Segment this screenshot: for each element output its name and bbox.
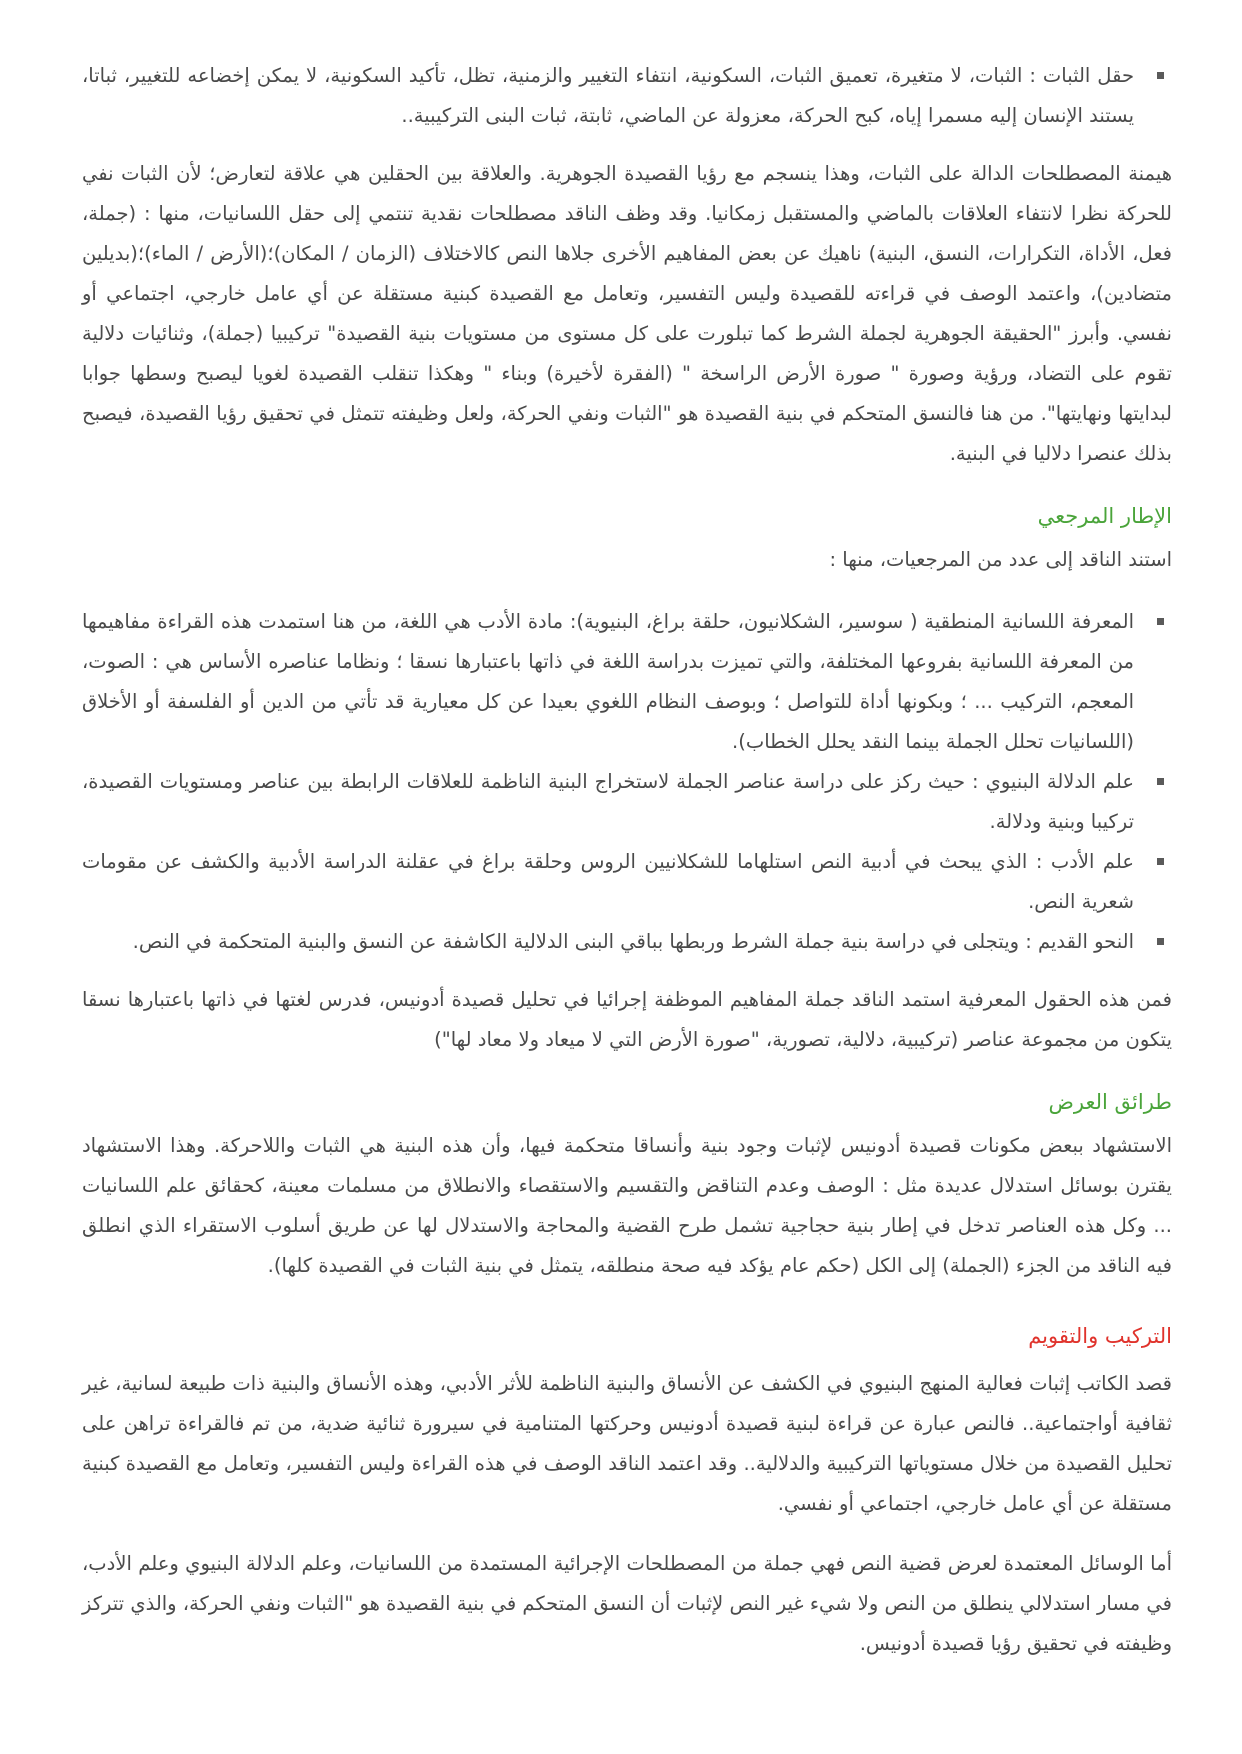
references-list [82, 602, 1172, 962]
section-heading-reference-frame: الإطار المرجعي [1037, 504, 1172, 528]
paragraph-references-intro: استند الناقد إلى عدد من المرجعيات، منها : [829, 548, 1172, 571]
paragraph-presentation-methods: الاستشهاد ببعض مكونات قصيدة أدونيس لإثبات وجود بنية وأنساقا متحكمة فيها، وأن هذه البنية هي الثبات واللاحركة. وهذا الاستشهاد يقترن بوسائل استدلال عديدة مثل : الوصف وعدم التناقض والتقسيم والاستقصاء والانطلاق من مسلمات معينة، كحقائق علم اللسانيات ... وكل هذه العناصر تدخل في إطار بنية حجاجية تشمل طرح القضية والمحاجة والاستدلال لها عن طريق أسلوب الاستقراء الذي انطلق فيه الناقد من الجزء (الجملة) إلى الكل (حكم عام يؤكد فيه صحة منطلقه، يتمثل في بنية الثبات في القصيدة كلها). [82, 1134, 1172, 1277]
document-page [82, 56, 1172, 1664]
paragraph-synthesis-1: قصد الكاتب إثبات فعالية المنهج البنيوي في الكشف عن الأنساق والبنية الناظمة للأثر الأدبي، وهذه الأنساق والبنية ذات طبيعة لسانية، غير ثقافية أواجتماعية.. فالنص عبارة عن قراءة لبنية قصيدة أدونيس وحركتها المتنامية في سيرورة ثنائية ضدية، من تم فالقراءة تراهن على تحليل القصيدة من خلال مستوياتها التركيبية والدلالية.. وقد اعتمد الناقد الوصف في هذه القراءة وليس التفسير، وتعامل مع القصيدة كبنية مستقلة عن أي عامل خارجي، اجتماعي أو نفسي. [82, 1372, 1172, 1515]
list-item: النحو القديم : ويتجلى في دراسة بنية جملة الشرط وربطها بباقي البنى الدلالية الكاشفة عن النسق والبنية المتحكمة في النص. [82, 922, 1172, 962]
list-item: حقل الثبات : الثبات، لا متغيرة، تعميق الثبات، السكونية، انتفاء التغيير والزمنية، تظل، تأكيد السكونية، لا يمكن إخضاعه للتغيير، ثباتا، يستند الإنسان إليه مسمرا إياه، كبح الحركة، معزولة عن الماضي، ثابتة، ثبات البنى التركيبية.. [82, 56, 1172, 136]
list-item: المعرفة اللسانية المنطقية ( سوسير، الشكلانيون، حلقة براغ، البنيوية): مادة الأدب هي اللغة، من هنا استمدت هذه القراءة مفاهيمها من المعرفة اللسانية بفروعها المختلفة، والتي تميزت بدراسة اللغة في ذاتها باعتبارها نسقا ؛ ونظاما عناصره الأساس هي : الصوت، المعجم، التركيب ... ؛ وبكونها أداة للتواصل ؛ وبوصف النظام اللغوي بعيدا عن كل معيارية قد تأتي من الدين أو الفلسفة أو الأخلاق (اللسانيات تحلل الجملة بينما النقد يحلل الخطاب). [82, 602, 1172, 762]
intro-bullet-list [82, 56, 1172, 136]
section-heading-synthesis-evaluation: التركيب والتقويم [1028, 1324, 1172, 1348]
list-item: علم الأدب : الذي يبحث في أدبية النص استلهاما للشكلانيين الروس وحلقة براغ في عقلنة الدراسة الأدبية والكشف عن مقومات شعرية النص. [82, 842, 1172, 922]
paragraph-synthesis-2: أما الوسائل المعتمدة لعرض قضية النص فهي جملة من المصطلحات الإجرائية المستمدة من اللسانيات، وعلم الدلالة البنيوي وعلم الأدب، في مسار استدلالي ينطلق من النص ولا شيء غير النص لإثبات أن النسق المتحكم في بنية القصيدة هو "الثبات ونفي الحركة، والذي تتركز وظيفته في تحقيق رؤيا قصيدة أدونيس. [82, 1552, 1172, 1655]
paragraph-terms: هيمنة المصطلحات الدالة على الثبات، وهذا ينسجم مع رؤيا القصيدة الجوهرية. والعلاقة بين الحقلين هي علاقة لتعارض؛ لأن الثبات نفي للحركة نظرا لانتفاء العلاقات بالماضي والمستقبل زمكانيا. وقد وظف الناقد مصطلحات نقدية تنتمي إلى حقل اللسانيات، منها : (جملة، فعل، الأداة، التكرارات، النسق، البنية) ناهيك عن بعض المفاهيم الأخرى جلاها النص كالاختلاف (الزمان / المكان)؛(الأرض / الماء)؛(بديلين متضادين)، واعتمد الوصف في قراءته للقصيدة وليس التفسير، وتعامل مع القصيدة كبنية مستقلة عن أي عامل خارجي، اجتماعي أو نفسي. وأبرز "الحقيقة الجوهرية لجملة الشرط كما تبلورت على كل مستوى من مستويات بنية القصيدة" تركيبيا (جملة)، وثنائيات دلالية تقوم على التضاد، ورؤية وصورة " صورة الأرض الراسخة " (الفقرة لأخيرة) وبناء " وهكذا تنقلب القصيدة لغويا ليصبح وسطها جوابا لبدايتها ونهايتها". من هنا فالنسق المتحكم في بنية القصيدة هو "الثبات ونفي الحركة، ولعل وظيفته تتمثل في تحقيق رؤيا القصيدة، فيصبح بذلك عنصرا دلاليا في البنية. [82, 162, 1172, 465]
list-item: علم الدلالة البنيوي : حيث ركز على دراسة عناصر الجملة لاستخراج البنية الناظمة للعلاقات الرابطة بين عناصر ومستويات القصيدة، تركيبا وبنية ودلالة. [82, 762, 1172, 842]
section-heading-presentation-methods: طرائق العرض [1048, 1090, 1172, 1114]
paragraph-references-outro: فمن هذه الحقول المعرفية استمد الناقد جملة المفاهيم الموظفة إجرائيا في تحليل قصيدة أدونيس، فدرس لغتها في ذاتها باعتبارها نسقا يتكون من مجموعة عناصر (تركيبية، دلالية، تصورية، "صورة الأرض التي لا ميعاد ولا معاد لها") [82, 988, 1172, 1051]
